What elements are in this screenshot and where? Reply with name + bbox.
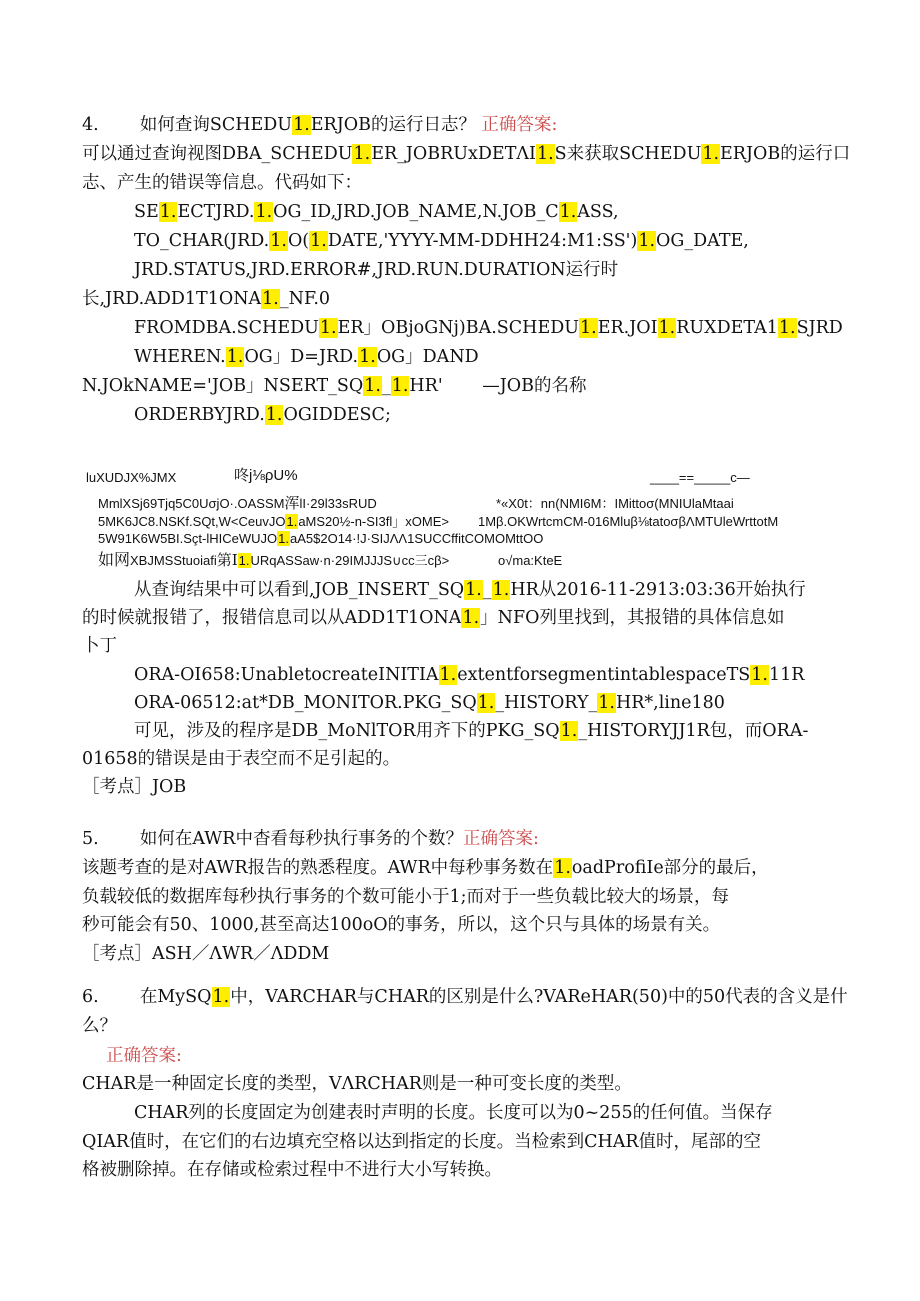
code-line (134, 402, 391, 428)
q5-answer-line: 负载较低的数据库每秒执行事务的个数可能小于1;而对于一些负载比较大的场景，每 (82, 887, 730, 907)
code-line (82, 373, 586, 399)
highlight-mark: 1. (319, 318, 337, 338)
text-run: ER.JOI (597, 318, 658, 338)
code-line: JRD.STATUS,JRD.ERROR#,JRD.RUN.DURATION运行时 (134, 260, 619, 280)
text-run: N.JOkNAME='JOB」NSERT_SQ (82, 376, 364, 396)
ocr-line: luXUDJX%JMX (86, 470, 177, 485)
text-run: aMS20½-n-SI3fl」xOME> (298, 514, 449, 529)
highlight-mark: 1. (159, 202, 177, 222)
highlight-mark: 1. (492, 580, 510, 600)
q4-answer-line: 志、产生的错误等信息。代码如下： (82, 173, 362, 193)
highlight-mark: 1. (310, 231, 327, 251)
text-run: SJRD (796, 318, 843, 338)
text-run: 长,JRD.ADD1T1ONA (82, 289, 262, 309)
q5-answer-label: 正确答案: (462, 829, 539, 849)
text-run: WHEREN. (134, 347, 226, 367)
text-run: lI·29l33sRUD (299, 496, 377, 511)
text-run: ORA-06512:at*DB_MONITOR.PKG_SQ (134, 693, 477, 713)
text-run: 可以通过查询视图DBA_SCHEDU (82, 144, 353, 164)
highlight-mark: 1. (391, 376, 409, 396)
code-line (134, 228, 749, 254)
highlight-mark: 1. (559, 202, 577, 222)
highlight-mark: 1. (536, 144, 554, 164)
text-run: SE (134, 202, 159, 222)
text-run: 可见，涉及的程序是DB_MoNlTOR用齐下的PKG_SQ (134, 721, 560, 741)
text-run: ASS, (577, 202, 619, 222)
text-run: 在MySQ (139, 987, 212, 1007)
text-run: HR' (409, 376, 443, 396)
q4-number: 4. (82, 115, 99, 135)
text-run: XBJMSStuoiafi (130, 553, 217, 568)
code-line (134, 199, 619, 225)
q6-number: 6. (82, 987, 99, 1007)
text-run: 中，VARCHAR与CHAR的区别是什么?VAReHAR(50)中的50代表的含义是什 (230, 987, 848, 1007)
code-comment: —JOB的名称 (482, 376, 587, 396)
paragraph-line (134, 577, 806, 603)
text-run: 第I (216, 551, 238, 569)
highlight-mark: 1. (364, 376, 381, 396)
text-run: 」NFO列里找到，其报错的具体信息如 (480, 608, 785, 628)
highlight-mark: 1. (638, 231, 656, 251)
paragraph-line: 卜丁 (82, 636, 117, 656)
q4-title-part: ERJOB的运行日志？ (310, 115, 476, 135)
text-run: _ (482, 580, 492, 600)
text-run: ERJOB的运行口 (720, 144, 851, 164)
text-run: OG_ID,JRD.JOB_NAME,N.JOB_C (273, 202, 559, 222)
code-line (134, 315, 843, 341)
q6-title-line (82, 984, 848, 1010)
highlight-mark: 1. (262, 289, 279, 309)
ocr-line: *«X0t：nn(NMI6M：IMittoσ(MNIUlaMtaai (496, 496, 734, 511)
text-run: RUXDETA1 (676, 318, 778, 338)
q5-answer-line (82, 855, 769, 881)
text-run: _ (381, 376, 391, 396)
highlight-mark: 1. (255, 202, 273, 222)
q5-title-line (82, 826, 539, 852)
q6-answer-label: 正确答案: (106, 1046, 182, 1066)
highlight-mark: 1. (265, 405, 283, 425)
q4-kaodian: ［考点］JOB (82, 777, 187, 797)
highlight-mark: 1. (238, 553, 250, 568)
text-run: _NF.0 (279, 289, 331, 309)
highlight-mark: 1. (278, 531, 289, 546)
ocr-line: o√ma:KteE (498, 553, 563, 568)
highlight-mark: 1. (286, 514, 298, 529)
text-run: aA5$2O14·!J·SIJΛΛ1SUCCffitCOMOMttOO (290, 531, 544, 546)
q4-answer-line (82, 141, 850, 167)
q5-title: 如何在AWR中杳看每秒执行事务的个数？ (139, 829, 463, 849)
q5-answer-line: 秒可能会有50、1000,甚至高达100oO的事务，所以，这个只与具体的场景有关。 (82, 915, 721, 935)
paragraph-line: 01658的错误是由于表空而不足引起的。 (82, 749, 401, 769)
highlight-mark: 1. (560, 721, 578, 741)
ocr-line: 咚j⅛ρU% (234, 467, 298, 484)
ocr-line (98, 530, 543, 548)
q4-answer-label: 正确答案: (481, 115, 558, 135)
text-run: 的时候就报错了，报错信息司以从ADD1T1ONA (82, 608, 462, 628)
highlight-mark: 1. (462, 608, 480, 628)
text-run: FROMDBA.SCHEDU (134, 318, 319, 338)
q6-answer-line: CHAR列的长度固定为创建表时声明的长度。长度可以为0~255的任何值。当保存 (134, 1103, 773, 1123)
paragraph-line (82, 605, 784, 631)
highlight-mark: 1. (598, 693, 615, 713)
q6-answer-line: 格被删除掉。在存储或检索过程中不进行大小写转换。 (82, 1160, 502, 1180)
text-run: 如网 (98, 550, 131, 569)
text-run: MmlXSj69Tjq5C0UσjO·.OASSM (98, 496, 285, 511)
highlight-mark: 1. (778, 318, 796, 338)
text-run: TO_CHAR(JRD. (134, 231, 270, 251)
q5-kaodian: ［考点］ASH／ΛWR／ΛDDM (82, 944, 330, 964)
code-line (134, 344, 479, 370)
ocr-line: ____==_____c— (650, 470, 750, 485)
highlight-mark: 1. (212, 987, 230, 1007)
text-run: O( (287, 231, 310, 251)
text-run: _HISTORY_ (495, 693, 598, 713)
highlight-mark: 1. (658, 318, 676, 338)
highlight-mark: 1. (580, 318, 597, 338)
text-run: DATE,'YYYY-MM-DDHH24:M1:SS') (327, 231, 638, 251)
text-run: 5W91K6W5BI.Sçt-lHICeWUJO (98, 531, 278, 546)
error-line (134, 690, 725, 716)
text-run: S来获取SCHEDU (554, 144, 702, 164)
highlight-mark: 1. (554, 858, 571, 878)
highlight-mark: 1. (270, 231, 287, 251)
q5-number: 5. (82, 829, 99, 849)
highlight-mark: 1. (226, 347, 244, 367)
highlight-mark: 1. (702, 144, 720, 164)
text-run: 浑 (284, 495, 300, 512)
highlight-mark: 1. (359, 347, 376, 367)
q4-title-part: 如何查询SCHEDU (139, 115, 293, 135)
highlight-mark: 1. (439, 665, 457, 685)
ocr-line: 1Mβ.OKWrtcmCM-016Mluβ⅛tatoσβΛMTUleWrttotM (478, 514, 779, 529)
ocr-line (98, 551, 449, 570)
text-run: 5MK6JC8.NSKf.SQt,W<CeuvJO (98, 514, 286, 529)
text-run: OGIDDESC; (283, 405, 391, 425)
code-line (82, 286, 330, 312)
highlight-mark: 1. (477, 693, 495, 713)
text-run: 该题考查的是对AWR报告的熟悉程度。AWR中每秒事务数在 (82, 858, 554, 878)
ocr-line (98, 495, 377, 513)
text-run: ER_JOBRUxDETΛI (371, 144, 536, 164)
paragraph-line (134, 718, 808, 744)
highlight-mark: 1. (353, 144, 371, 164)
highlight-mark: 1. (751, 665, 768, 685)
text-run: OG」DAND (376, 347, 479, 367)
text-run: extentforsegmentintablespaceTS (457, 665, 751, 685)
text-run: 从查询结果中可以看到,JOB_INSERT_SQ (134, 580, 465, 600)
text-run: ORA-OI658:UnabletocreateINITIA (134, 665, 439, 685)
text-run: OG」D=JRD. (244, 347, 359, 367)
highlight-mark: 1. (293, 115, 310, 135)
text-run: ECTJRD. (177, 202, 255, 222)
text-run: oadProfiIe部分的最后， (571, 858, 769, 878)
q6-title-line: 么？ (82, 1016, 117, 1036)
text-run: HR*,line180 (615, 693, 725, 713)
text-run: ORDERBYJRD. (134, 405, 265, 425)
text-run: OG_DATE, (656, 231, 749, 251)
text-run: URqASSaw·n·29IMJJJS∪cc三cβ> (250, 553, 450, 568)
text-run: 11R (768, 665, 805, 685)
error-line (134, 662, 804, 688)
text-run: _HISTORYJJ1R包，而ORA- (578, 721, 809, 741)
highlight-mark: 1. (465, 580, 482, 600)
q4-title-line (82, 112, 557, 138)
q6-answer-line: QIAR值时，在它们的右边填充空格以达到指定的长度。当检索到CHAR值时，尾部的空 (82, 1132, 762, 1152)
text-run: ER」OBjoGNj)BA.SCHEDU (337, 318, 579, 338)
q6-answer-line: CHAR是一种固定长度的类型，VΛRCHAR则是一种可变长度的类型。 (82, 1074, 632, 1094)
text-run: HR从2016-11-2913:03:36开始执行 (510, 580, 806, 600)
ocr-line (98, 513, 449, 531)
